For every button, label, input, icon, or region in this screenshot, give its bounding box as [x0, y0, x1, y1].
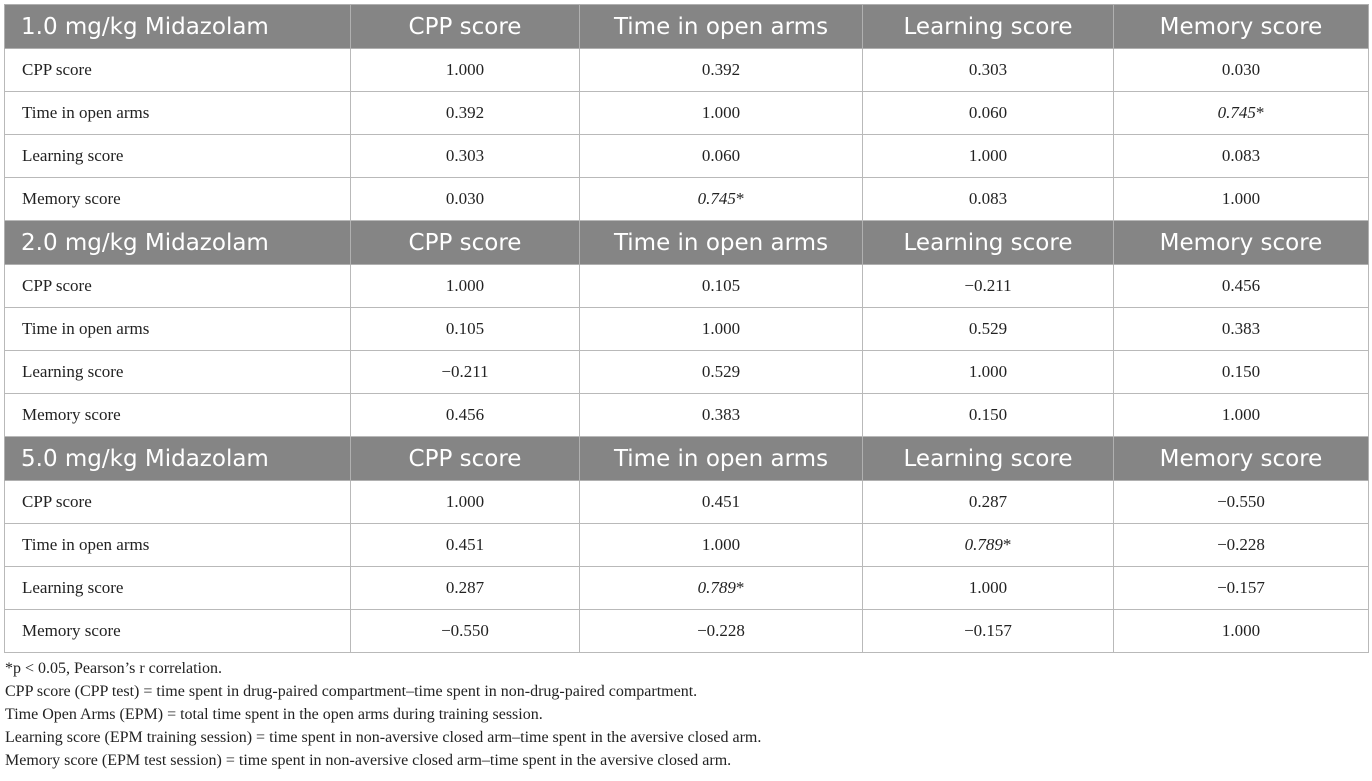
correlation-value: 0.083 [968, 189, 1008, 208]
correlation-cell [1114, 92, 1369, 135]
correlation-value: 1.000 [701, 319, 741, 338]
row-label: CPP score [5, 265, 351, 308]
footnote-memory-score: Memory score (EPM test session) = time spent in non-aversive closed arm–time spent in the aversive closed arm. [5, 752, 732, 769]
correlation-cell [351, 178, 580, 221]
correlation-cell [580, 351, 863, 394]
correlation-cell [351, 308, 580, 351]
correlation-value: 0.392 [445, 103, 485, 122]
table-row [5, 265, 1369, 308]
table-row [5, 524, 1369, 567]
correlation-value: −0.211 [441, 362, 489, 381]
correlation-value: 0.060 [701, 146, 741, 165]
correlation-value: 1.000 [1221, 621, 1261, 640]
significance-marker: * [1255, 103, 1265, 122]
correlation-cell [580, 308, 863, 351]
correlation-value: 1.000 [968, 578, 1008, 597]
correlation-value: 0.529 [701, 362, 741, 381]
significance-marker: * [1002, 535, 1012, 554]
correlation-value: 0.451 [445, 535, 485, 554]
block-header-row [5, 437, 1369, 481]
correlation-cell [863, 351, 1114, 394]
table-row [5, 394, 1369, 437]
correlation-cell [580, 178, 863, 221]
correlation-cell [863, 308, 1114, 351]
correlation-value: 0.105 [701, 276, 741, 295]
correlation-cell [863, 394, 1114, 437]
row-label: Learning score [5, 351, 351, 394]
correlation-cell [580, 135, 863, 178]
correlation-value: 0.105 [445, 319, 485, 338]
correlation-value: 1.000 [445, 276, 485, 295]
table-row [5, 135, 1369, 178]
column-header: Memory score [1114, 221, 1369, 265]
block-header-row [5, 5, 1369, 49]
table-row [5, 49, 1369, 92]
correlation-value: −0.550 [441, 621, 489, 640]
block-title: 1.0 mg/kg Midazolam [5, 5, 351, 49]
correlation-cell [351, 92, 580, 135]
column-header: Time in open arms [580, 221, 863, 265]
footnote-cpp-score: CPP score (CPP test) = time spent in drug-paired compartment–time spent in non-drug-paired compartment. [5, 683, 698, 700]
table-row [5, 481, 1369, 524]
footnote-time-open-arms: Time Open Arms (EPM) = total time spent in the open arms during training session. [5, 706, 543, 723]
correlation-value: 0.150 [968, 405, 1008, 424]
correlation-cell [580, 92, 863, 135]
table-row [5, 351, 1369, 394]
column-header: Learning score [863, 221, 1114, 265]
row-label: Time in open arms [5, 524, 351, 567]
block-title: 2.0 mg/kg Midazolam [5, 221, 351, 265]
correlation-cell [351, 135, 580, 178]
correlation-value: 0.451 [701, 492, 741, 511]
column-header: CPP score [351, 5, 580, 49]
correlation-cell [580, 394, 863, 437]
correlation-cell [351, 351, 580, 394]
correlation-value: 0.303 [445, 146, 485, 165]
correlation-value: 0.745 [1217, 103, 1256, 122]
significance-marker: * [735, 578, 745, 597]
footnote-significance: *p < 0.05, Pearson’s r correlation. [5, 660, 222, 677]
correlation-value: 0.383 [701, 405, 741, 424]
correlation-value: 1.000 [445, 492, 485, 511]
correlation-cell [1114, 308, 1369, 351]
row-label: Memory score [5, 394, 351, 437]
correlation-cell [1114, 481, 1369, 524]
correlation-cell [863, 524, 1114, 567]
row-label: Learning score [5, 567, 351, 610]
correlation-value: 1.000 [968, 362, 1008, 381]
correlation-cell [1114, 567, 1369, 610]
correlation-value: 0.287 [445, 578, 485, 597]
correlation-cell [580, 524, 863, 567]
column-header: Time in open arms [580, 437, 863, 481]
correlation-value: 0.060 [968, 103, 1008, 122]
correlation-cell [1114, 178, 1369, 221]
correlation-cell [863, 135, 1114, 178]
correlation-cell [580, 567, 863, 610]
correlation-value: −0.157 [964, 621, 1012, 640]
correlation-value: −0.211 [964, 276, 1012, 295]
correlation-cell [863, 265, 1114, 308]
correlation-cell [1114, 524, 1369, 567]
correlation-cell [863, 92, 1114, 135]
table-row [5, 308, 1369, 351]
correlation-value: 0.789 [964, 535, 1003, 554]
column-header: Memory score [1114, 5, 1369, 49]
correlation-value: 1.000 [1221, 189, 1261, 208]
correlation-value: 0.083 [1221, 146, 1261, 165]
correlation-cell [1114, 49, 1369, 92]
correlation-value: 0.383 [1221, 319, 1261, 338]
correlation-cell [1114, 351, 1369, 394]
row-label: Time in open arms [5, 308, 351, 351]
correlation-cell [351, 265, 580, 308]
row-label: Learning score [5, 135, 351, 178]
block-header-row [5, 221, 1369, 265]
correlation-table-body [5, 5, 1369, 653]
correlation-cell [863, 178, 1114, 221]
correlation-value: 0.030 [445, 189, 485, 208]
correlation-value: −0.228 [1217, 535, 1265, 554]
table-footnotes [5, 657, 1365, 772]
table-row [5, 610, 1369, 653]
correlation-cell [351, 567, 580, 610]
correlation-value: −0.550 [1217, 492, 1265, 511]
column-header: Memory score [1114, 437, 1369, 481]
table-row [5, 92, 1369, 135]
correlation-cell [1114, 265, 1369, 308]
correlation-value: 0.303 [968, 60, 1008, 79]
correlation-value: 0.529 [968, 319, 1008, 338]
correlation-value: 0.456 [1221, 276, 1261, 295]
correlation-value: −0.228 [697, 621, 745, 640]
footnote-learning-score: Learning score (EPM training session) = time spent in non-aversive closed arm–time spent in the aversive closed arm. [5, 729, 762, 746]
correlation-value: 0.745 [697, 189, 736, 208]
correlation-cell [863, 49, 1114, 92]
correlation-table [4, 4, 1369, 653]
correlation-cell [580, 481, 863, 524]
correlation-cell [863, 610, 1114, 653]
correlation-value: 1.000 [1221, 405, 1261, 424]
correlation-cell [580, 610, 863, 653]
correlation-cell [580, 49, 863, 92]
correlation-cell [351, 394, 580, 437]
column-header: Time in open arms [580, 5, 863, 49]
table-row [5, 178, 1369, 221]
correlation-cell [863, 481, 1114, 524]
correlation-value: 0.789 [697, 578, 736, 597]
row-label: Memory score [5, 178, 351, 221]
correlation-cell [1114, 610, 1369, 653]
correlation-value: 1.000 [968, 146, 1008, 165]
correlation-cell [1114, 394, 1369, 437]
correlation-value: 0.150 [1221, 362, 1261, 381]
correlation-value: 0.287 [968, 492, 1008, 511]
correlation-value: 0.030 [1221, 60, 1261, 79]
correlation-cell [580, 265, 863, 308]
correlation-cell [351, 481, 580, 524]
table-row [5, 567, 1369, 610]
column-header: CPP score [351, 221, 580, 265]
column-header: Learning score [863, 5, 1114, 49]
correlation-value: 1.000 [701, 535, 741, 554]
block-title: 5.0 mg/kg Midazolam [5, 437, 351, 481]
correlation-value: 0.456 [445, 405, 485, 424]
column-header: CPP score [351, 437, 580, 481]
correlation-value: 1.000 [701, 103, 741, 122]
correlation-cell [351, 524, 580, 567]
column-header: Learning score [863, 437, 1114, 481]
correlation-value: 0.392 [701, 60, 741, 79]
row-label: Time in open arms [5, 92, 351, 135]
correlation-cell [351, 610, 580, 653]
significance-marker: * [735, 189, 745, 208]
correlation-value: −0.157 [1217, 578, 1265, 597]
correlation-cell [863, 567, 1114, 610]
row-label: CPP score [5, 49, 351, 92]
row-label: CPP score [5, 481, 351, 524]
correlation-cell [351, 49, 580, 92]
correlation-value: 1.000 [445, 60, 485, 79]
correlation-cell [1114, 135, 1369, 178]
row-label: Memory score [5, 610, 351, 653]
